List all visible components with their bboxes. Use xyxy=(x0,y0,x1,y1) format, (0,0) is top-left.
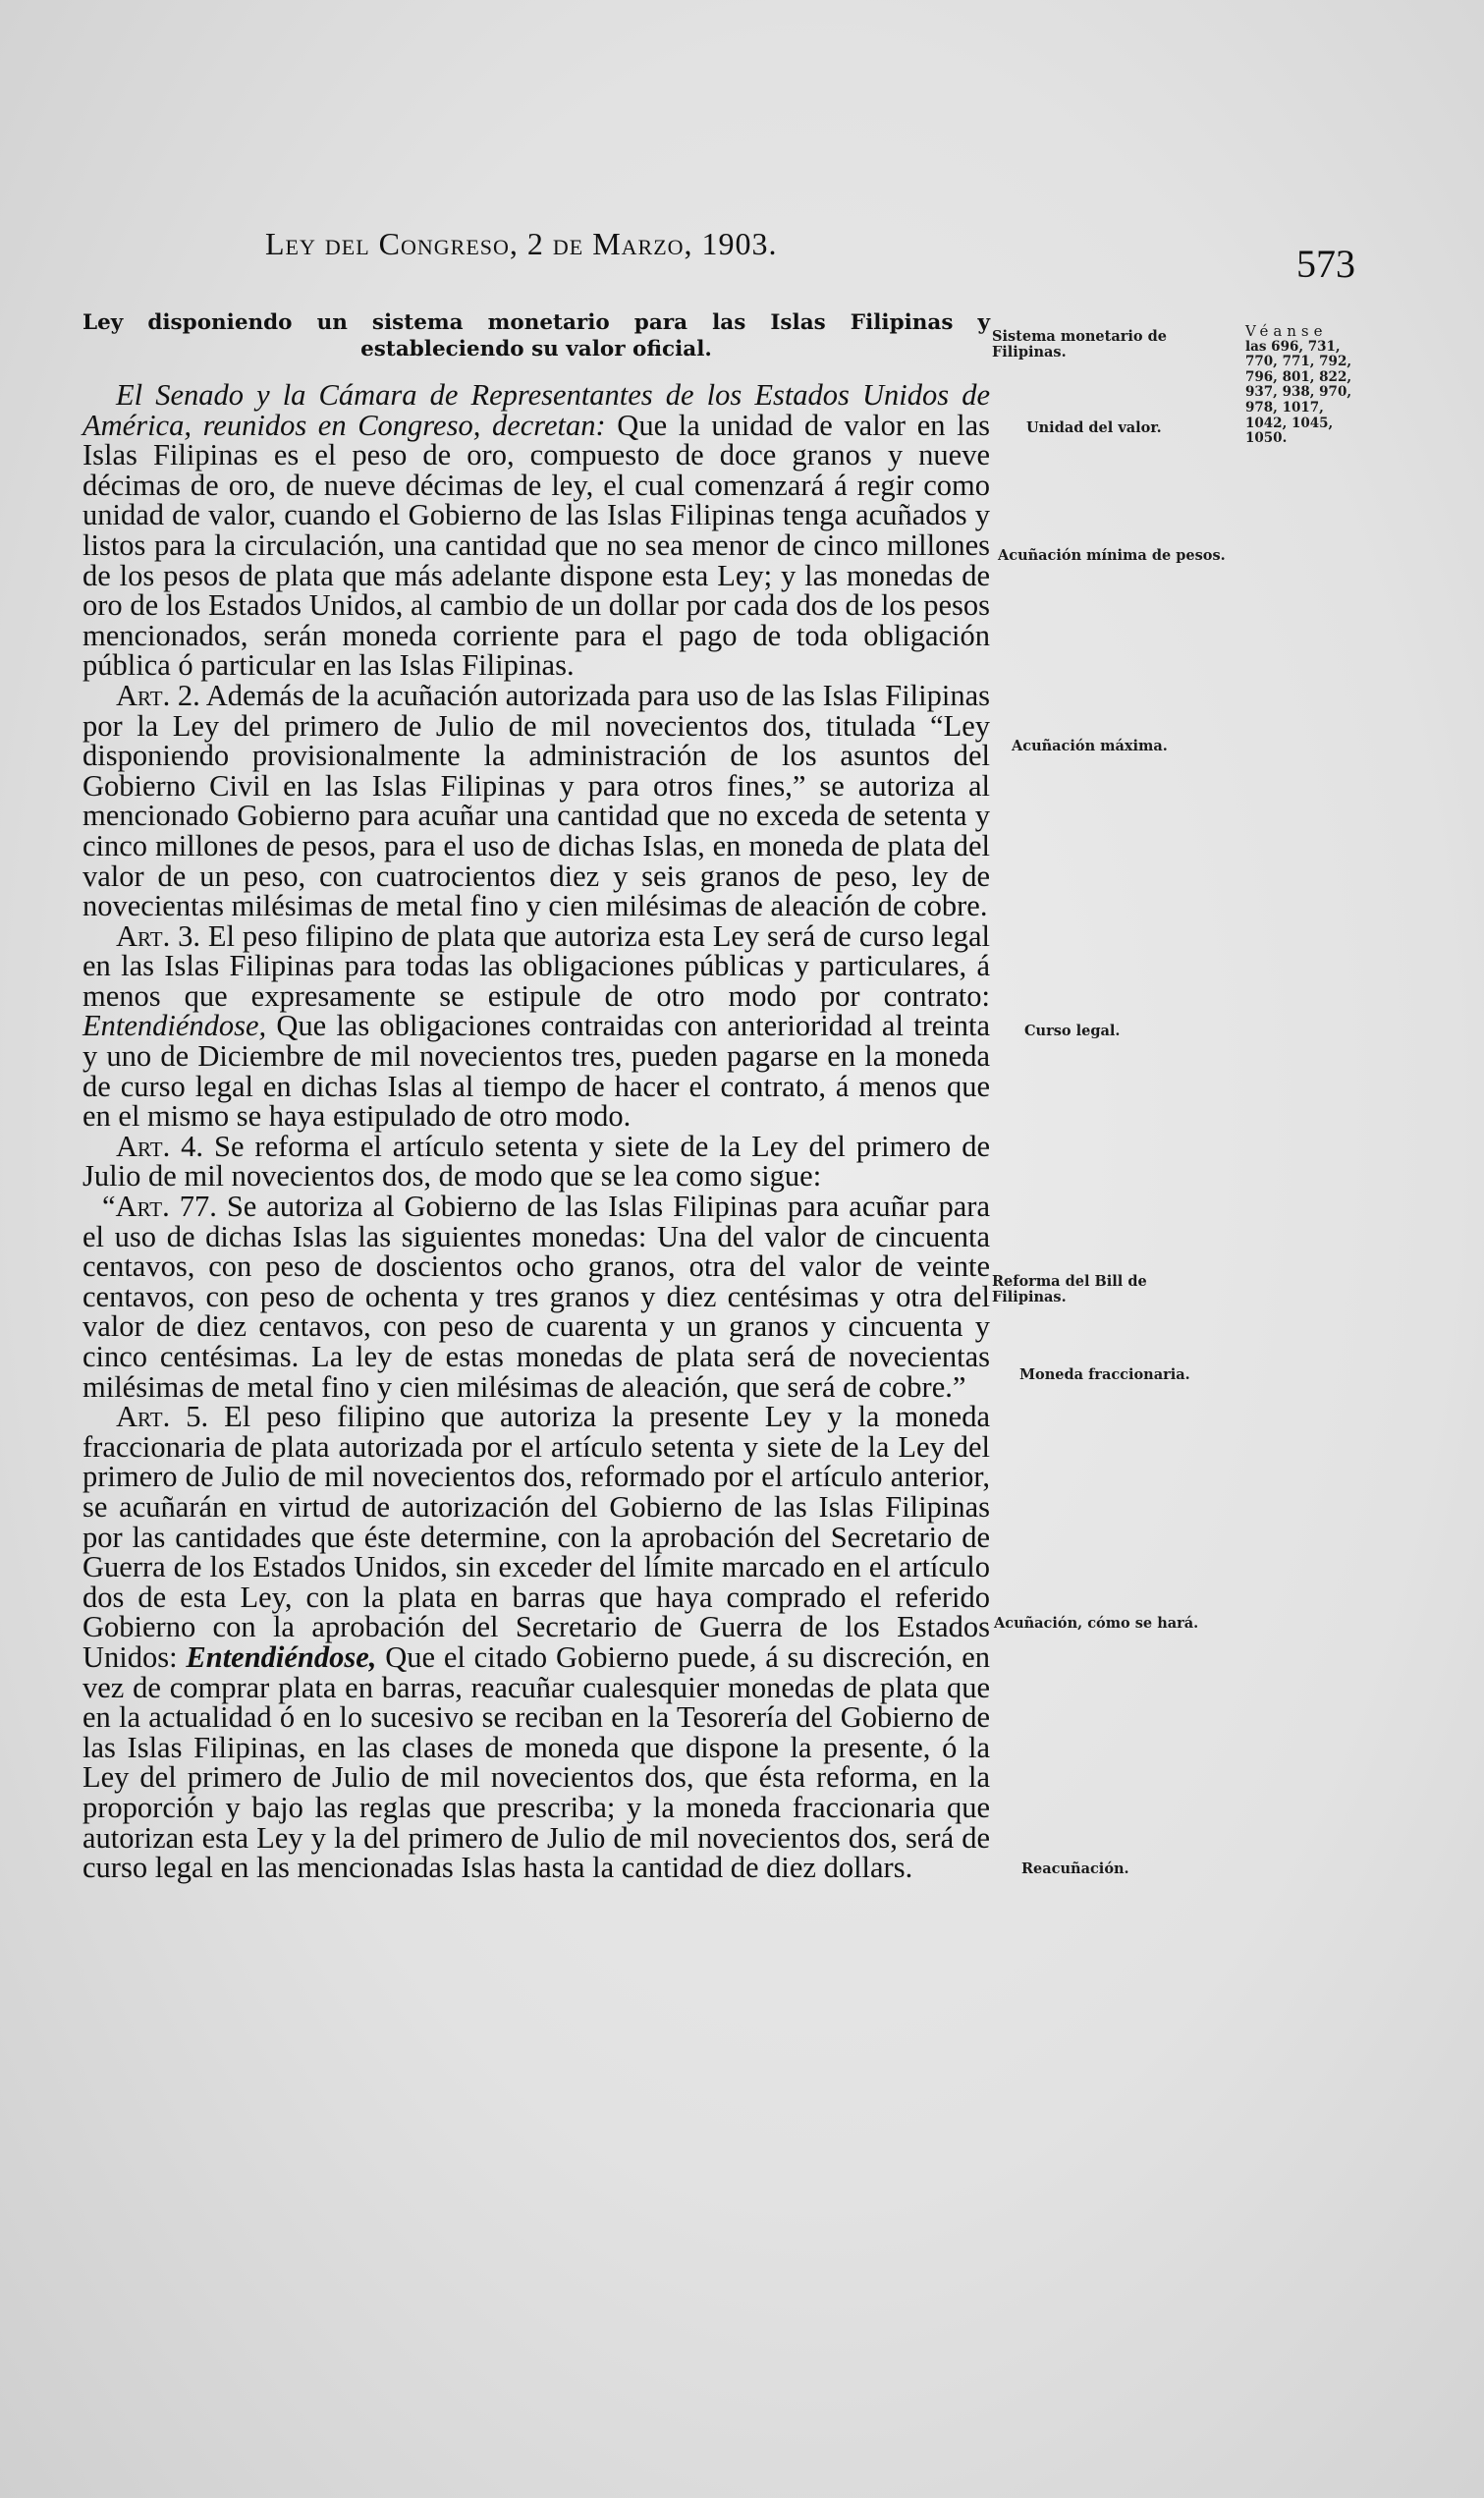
sidenote-curso: Curso legal. xyxy=(1024,1023,1121,1039)
sidenote-fraccionaria: Moneda fraccionaria. xyxy=(1019,1366,1190,1383)
article-3-label: Art. 3. xyxy=(116,918,201,953)
crossref-veanse: Véanse xyxy=(1245,322,1328,340)
cross-references xyxy=(1245,324,1365,447)
enacting-clause xyxy=(82,380,990,681)
article-3-text-b: Que las obligaciones contraidas con anterioridad al treinta y uno de Diciembre de mil novecientos tres, pueden pagarse en la moneda de curso legal en dichas Islas al tiempo de hacer el contrato, á menos que en el mismo se haya estipulado de otro modo. xyxy=(82,1009,990,1134)
sidenote-maxima: Acuñación máxima. xyxy=(1012,738,1168,754)
article-4-label: Art. 4. xyxy=(116,1129,204,1163)
article-4-text: Se reforma el artículo setenta y siete de la Ley del primero de Julio de mil novecientos dos, de modo que se lea como sigue: xyxy=(82,1129,990,1193)
article-77-quote xyxy=(82,1192,990,1402)
sidenote-reacunacion: Reacuñación. xyxy=(1021,1860,1129,1877)
sidenote-unidad: Unidad del valor. xyxy=(1026,419,1162,436)
article-2-label: Art. 2. xyxy=(116,678,200,712)
article-5-label: Art. 5. xyxy=(116,1400,209,1434)
article-2 xyxy=(82,678,990,923)
article-2-text: Además de la acuñación autorizada para uso de las Islas Filipinas por la Ley del primero de Julio de mil novecientos dos, titulada “Ley disponiendo provisionalmente la administración de los asuntos del Gobierno Civil en las Islas Filipinas y para otros fines,” se autoriza al mencionado Gobierno para acuñar una cantidad que no exceda de setenta y cinco millones de pesos, para el uso de dichas Islas, en moneda de plata del valor de un peso, con cuatrocientos diez y seis granos de peso, ley de novecientas milésimas de metal fino y cien milésimas de aleación de cobre. xyxy=(82,678,990,923)
sidenote-minima: Acuñación mínima de pesos. xyxy=(998,547,1226,564)
article-5-text-a: El peso filipino que autoriza la presente Ley y la moneda fraccionaria de plata autorizada por el artículo setenta y siete de la Ley del primero de Julio de mil novecientos dos, reformado por el artículo anterior, se acuñarán en virtud de autorización del Gobierno de las Islas Filipinas por las cantidades que éste determine, con la aprobación del Secretario de Guerra de los Estados Unidos, sin exceder del límite marcado en el artículo dos de esta Ley, con la plata en barras que haya comprado el referido Gobierno con la aprobación del Secretario de Guerra de los Estados Unidos: xyxy=(82,1400,990,1674)
article-5-text-b: Que el citado Gobierno puede, á su discreción, en vez de comprar plata en barras, reacuñar cualesquier monedas de plata que en la actualidad ó en lo sucesivo se reciban en la Tesorería del Gobierno de las Islas Filipinas, en las clases de moneda que dispone la presente, ó la Ley del primero de Julio de mil novecientos dos, que ésta reforma, en la proporción y bajo las reglas que prescriba; y la moneda fraccionaria que autorizan esta Ley y la del primero de Julio de mil novecientos dos, será de curso legal en las mencionadas Islas hasta la cantidad de diez dollars. xyxy=(82,1639,990,1885)
article-3 xyxy=(82,918,990,1134)
enacting-formula: El Senado y la Cámara de Representantes de los Estados Unidos de América, reunidos en Congreso, decretan: xyxy=(82,378,990,442)
article-5-proviso: Entendiéndose, xyxy=(186,1639,377,1674)
crossref-list: las 696, 731, 770, 771, 792, 796, 801, 822, 937, 938, 970, 978, 1017, 1042, 1045, 1050. xyxy=(1245,338,1352,447)
law-title: Ley disponiendo un sistema monetario para las Islas Filipinas y estableciendo su valor oficial. xyxy=(82,310,990,361)
article-77-label: “Art. 77. xyxy=(102,1190,217,1224)
enacting-text: Que la unidad de valor en las Islas Filipinas es el peso de oro, compuesto de doce granos y nueve décimas de oro, de nueve décimas de ley, el cual comenzará á regir como unidad de valor, cuando el Gobierno de las Islas Filipinas tenga acuñados y listos para la circulación, una cantidad que no sea menor de cinco millones de los pesos de plata que más adelante dispone esta Ley; y las monedas de oro de los Estados Unidos, al cambio de un dollar por cada dos de los pesos mencionados, serán moneda corriente para el pago de toda obligación pública ó particular en las Islas Filipinas. xyxy=(82,408,990,683)
article-5 xyxy=(82,1402,990,1883)
running-head: Ley del Congreso, 2 de Marzo, 1903. xyxy=(265,226,778,261)
article-3-text-a: El peso filipino de plata que autoriza esta Ley será de curso legal en las Islas Filipinas para todas las obligaciones públicas y particulares, á menos que expresamente se estipule de otro modo por contrato: xyxy=(82,918,990,1013)
sidenote-como: Acuñación, cómo se hará. xyxy=(994,1615,1199,1632)
document-body xyxy=(82,309,990,1883)
sidenote-reforma: Reforma del Bill de Filipinas. xyxy=(992,1273,1147,1305)
article-3-proviso: Entendiéndose, xyxy=(82,1009,267,1043)
sidenote-sistema: Sistema monetario de Filipinas. xyxy=(992,328,1167,361)
article-77-text: Se autoriza al Gobierno de las Islas Filipinas para acuñar para el uso de dichas Islas las siguientes monedas: Una del valor de cincuenta centavos, con peso de doscientos ocho granos, otra del valor de veinte centavos, con peso de ochenta y tres granos y diez centésimas y otra del valor de diez centavos, con peso de cuarenta y un granos y cincuenta y cinco centésimas. La ley de estas monedas de plata será de novecientas milésimas de metal fino y cien milésimas de aleación, que será de cobre.” xyxy=(82,1190,990,1404)
page-number: 573 xyxy=(1296,242,1355,286)
article-4 xyxy=(82,1129,990,1193)
